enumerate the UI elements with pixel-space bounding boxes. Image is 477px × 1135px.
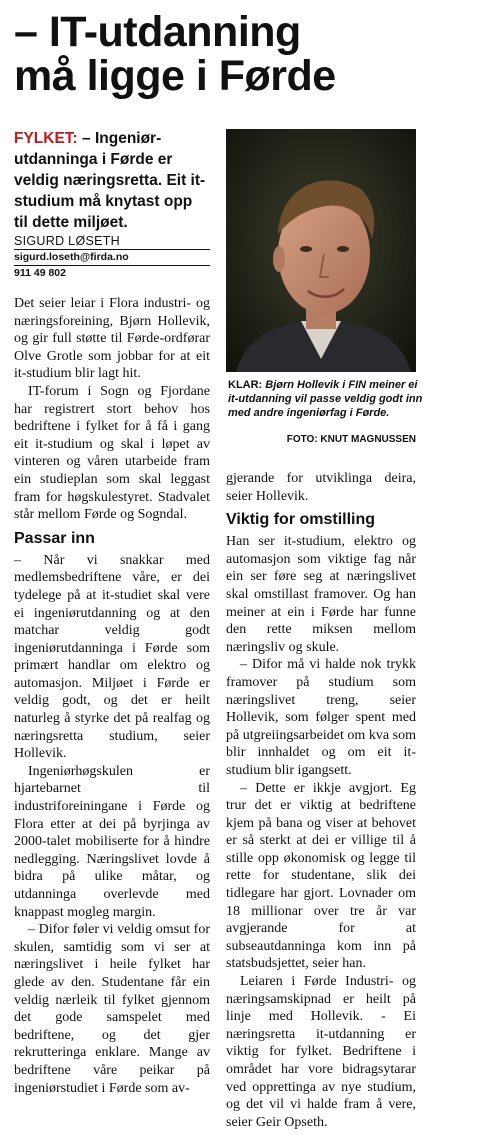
headline-line-1: – IT-utdanning xyxy=(14,8,301,56)
body-paragraph: IT-forum i Sogn og Fjordane har registrert stort behov hos bedriftene i fylket for å få i gang eit it-studium og skal i løpet av vinteren og våren utarbeide fram ein studieplan som skal leggast fram for høgskulestyret. Stadvalet står mellom Førde og Sogndal. xyxy=(14,383,210,523)
body-paragraph: Det seier leiar i Flora industri- og næringsforeining, Bjørn Hollevik, og gir full støtte til Førde-ordførar Olve Grotle som jobbar for at eit it-studium blir lagt hit. xyxy=(14,296,210,382)
portrait-illustration xyxy=(226,129,416,372)
headline xyxy=(14,10,474,98)
body-paragraph: – Dette er ikkje avgjort. Eg trur det er viktig at bedriftene kjem på bana og viser at behovet er så sterkt at dei er villige til å stille opp økonomisk og legge til rette for studentane, slik dei tidlegare har gjort. Lovnader om 18 millionar over tre år var avgjerande for at subseautdanninga kom inn på statsbudsjettet, seier han. xyxy=(226,780,416,972)
photo-caption xyxy=(228,378,428,420)
caption-kicker: KLAR: xyxy=(228,379,263,391)
body-paragraph: Ingeniørhøgskulen er hjartebarnet til industriforeiningane i Førde og Flora etter at dei på byrjinga av 2000-talet mobiliserte for å hindre nedlegging. Næringslivet lovde å bidra på ulike måtar, og utdanninga overlevde med knappast mogleg margin. xyxy=(14,763,210,920)
photo-credit: FOTO: KNUT MAGNUSSEN xyxy=(286,434,416,445)
byline-author: SIGURD LØSETH xyxy=(14,234,120,248)
portrait-photo xyxy=(226,129,416,372)
headline-line-2: må ligge i Førde xyxy=(14,52,336,100)
body-paragraph: Han ser it-studium, elektro og automasjon som viktige fag når ein ser føre seg at næringslivet skal omstillast framover. Og han meiner at ein i Førde har funne den rette miksen mellom næringsliv og skule. xyxy=(226,534,416,655)
article-column-2 xyxy=(226,470,416,1131)
byline xyxy=(14,234,210,280)
byline-email: sigurd.loseth@firda.no xyxy=(14,251,129,263)
byline-phone: 911 49 802 xyxy=(14,267,66,279)
lead-kicker: FYLKET: xyxy=(14,130,78,147)
lead-text: – Ingeniørutdanninga i Førde er veldig næringsretta. Eit it-studium må knytast opp til dette miljøet. xyxy=(14,130,206,231)
body-paragraph: Leiaren i Førde Industri- og næringsamskipnad er heilt på linje med Hollevik. - Ei næringsretta it-utdanning er viktig for fylket. Bedriftene i området har vore bidragsytarar ved opprettinga av nye studium, og det vil vi halde fram å vere, seier Geir Opseth. xyxy=(226,974,416,1130)
body-paragraph: gjerande for utviklinga deira, seier Hollevik. xyxy=(226,471,416,504)
body-paragraph: – Difor må vi halde nok trykk framover på studium som næringslivet treng, seier Hollevik, som følger spent med på utgreiingsarbeidet om kva som blir innhaldet og om eit it-studium blir igangsett. xyxy=(226,657,416,778)
lead-paragraph xyxy=(14,128,210,233)
subheading-passar-inn: Passar inn xyxy=(14,529,95,547)
body-paragraph: – Når vi snakkar med medlemsbedriftene våre, er dei tydelege på at it-studiet skal vere ei ingeniørutdanning og at den matchar veldig godt ingeniørutdanninga i Førde som primært handlar om elektro og automasjon. Miljøet i Førde er veldig godt, og det er heilt naturleg å styrke det på realfag og næringsretta studium, seier Hollevik. xyxy=(14,552,210,762)
caption-text: Bjørn Hollevik i FIN meiner ei it-utdanning vil passe veldig godt inn med andre ingeniørfag i Førde. xyxy=(228,379,423,419)
subheading-viktig-for-omstilling: Viktig for omstilling xyxy=(226,511,376,529)
body-paragraph: – Difor føler vi veldig omsut for skulen, samtidig som vi ser at næringslivet i heile fylket har glede av den. Studentane får ein veldig nærleik til fylket gjennom det gode samspelet med bedriftene, og det gjer rekrutteringa enklare. Mange av bedriftene våre peikar på ingeniørstudiet i Førde som av- xyxy=(14,922,210,1096)
article-column-1 xyxy=(14,295,210,1097)
